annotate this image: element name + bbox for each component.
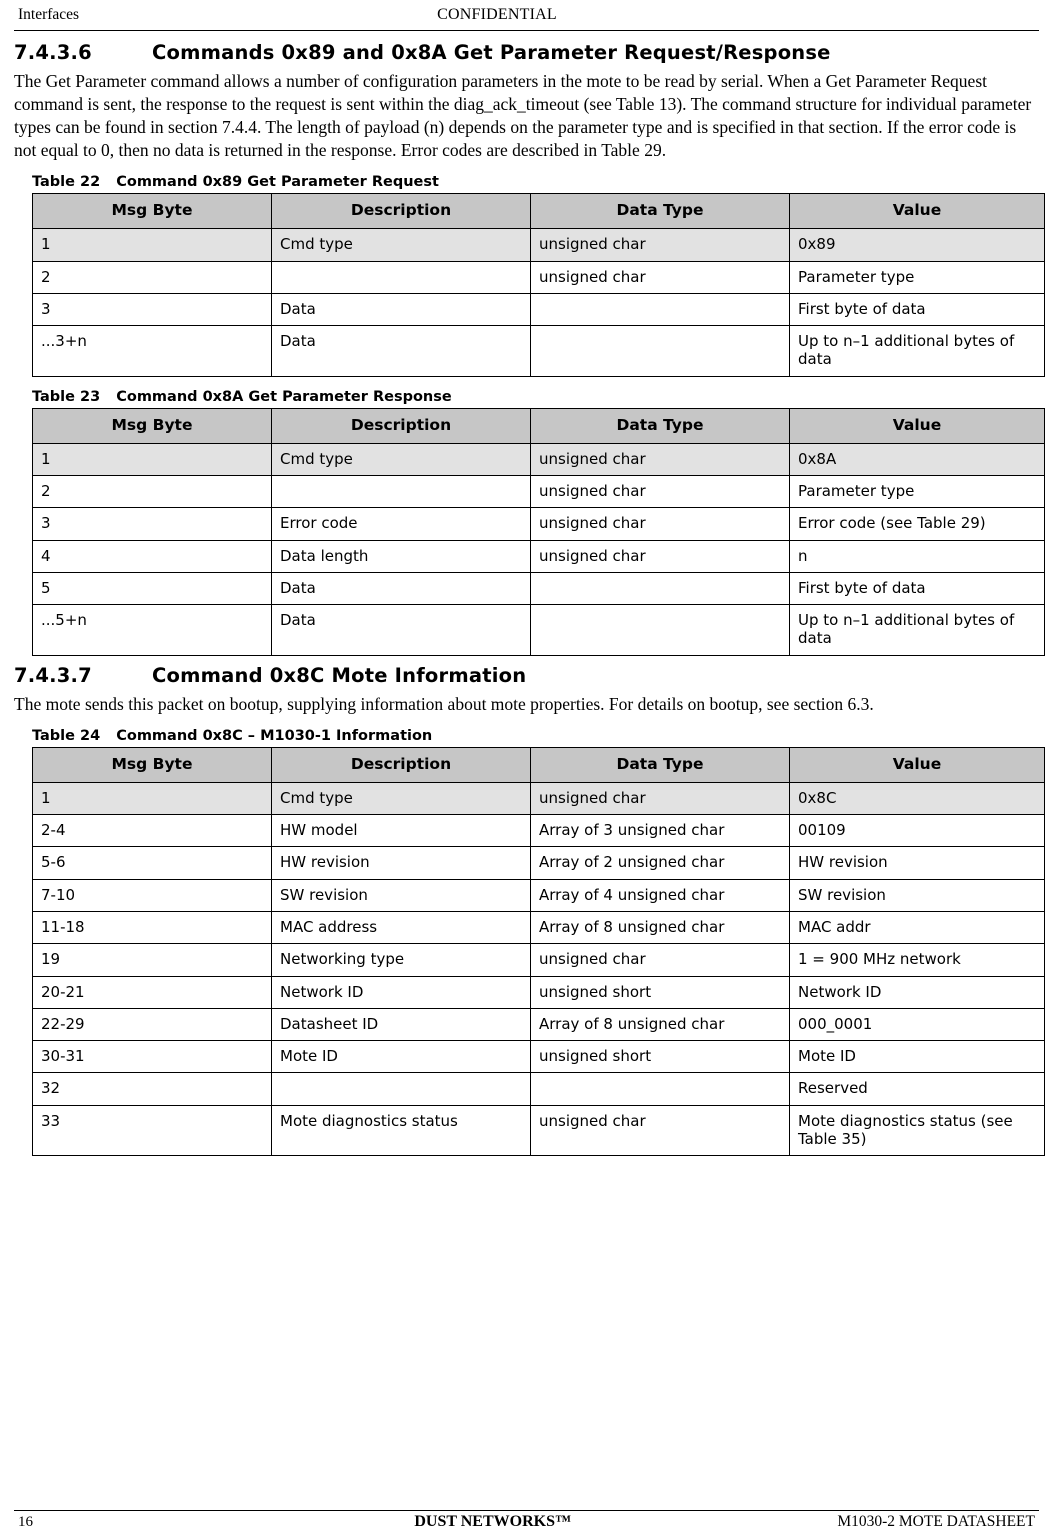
- table-row: [33, 815, 1045, 847]
- cell-value: 1 = 900 MHz network: [790, 944, 1045, 976]
- column-header-msg-byte: Msg Byte: [33, 747, 272, 782]
- cell-description: Datasheet ID: [272, 1008, 531, 1040]
- cell-value: HW revision: [790, 847, 1045, 879]
- table-row: [33, 782, 1045, 814]
- cell-data-type: unsigned char: [531, 540, 790, 572]
- column-header-description: Description: [272, 194, 531, 229]
- table-row: [33, 293, 1045, 325]
- table-row: [33, 976, 1045, 1008]
- cell-data-type: [531, 326, 790, 377]
- page-number: 16: [18, 1514, 33, 1530]
- cell-value: 0x8C: [790, 782, 1045, 814]
- cell-msg-byte: 2: [33, 475, 272, 507]
- table-row: [33, 847, 1045, 879]
- cell-data-type: unsigned char: [531, 782, 790, 814]
- column-header-data-type: Data Type: [531, 408, 790, 443]
- cell-data-type: Array of 8 unsigned char: [531, 1008, 790, 1040]
- cell-description: HW model: [272, 815, 531, 847]
- cell-value: First byte of data: [790, 572, 1045, 604]
- table-header-row: [33, 747, 1045, 782]
- cell-data-type: unsigned char: [531, 261, 790, 293]
- footer-document-title: M1030-2 MOTE DATASHEET: [837, 1513, 1035, 1530]
- cell-msg-byte: 33: [33, 1105, 272, 1156]
- cell-msg-byte: 3: [33, 508, 272, 540]
- table-row: [33, 1073, 1045, 1105]
- table-24: [32, 747, 1045, 1156]
- table-caption-number: Table 22: [32, 174, 101, 191]
- cell-description: Mote diagnostics status: [272, 1105, 531, 1156]
- cell-value: Up to n–1 additional bytes of data: [790, 326, 1045, 377]
- cell-msg-byte: 4: [33, 540, 272, 572]
- column-header-value: Value: [790, 408, 1045, 443]
- cell-value: 0x89: [790, 229, 1045, 261]
- table-caption-number: Table 24: [32, 727, 101, 744]
- cell-msg-byte: 22-29: [33, 1008, 272, 1040]
- column-header-msg-byte: Msg Byte: [33, 194, 272, 229]
- table-23: [32, 408, 1045, 656]
- running-head: [14, 6, 1039, 28]
- cell-description: Data: [272, 326, 531, 377]
- cell-data-type: [531, 572, 790, 604]
- cell-data-type: Array of 8 unsigned char: [531, 911, 790, 943]
- cell-msg-byte: 30-31: [33, 1041, 272, 1073]
- cell-msg-byte: 1: [33, 782, 272, 814]
- cell-value: SW revision: [790, 879, 1045, 911]
- section-body-7-4-3-7: The mote sends this packet on bootup, supplying information about mote properties. For details on bootup, see section 6.3.: [14, 693, 874, 714]
- cell-msg-byte: 19: [33, 944, 272, 976]
- section-number: 7.4.3.6: [14, 41, 92, 64]
- cell-data-type: unsigned char: [531, 1105, 790, 1156]
- cell-msg-byte: 11-18: [33, 911, 272, 943]
- section-heading-7-4-3-6: [14, 41, 1039, 64]
- table-caption-text: Command 0x89 Get Parameter Request: [116, 174, 439, 191]
- cell-value: Reserved: [790, 1073, 1045, 1105]
- cell-description: Network ID: [272, 976, 531, 1008]
- cell-msg-byte: 3: [33, 293, 272, 325]
- table-row: [33, 1041, 1045, 1073]
- cell-description: Data: [272, 293, 531, 325]
- cell-msg-byte: 1: [33, 229, 272, 261]
- cell-description: Cmd type: [272, 443, 531, 475]
- table-row: [33, 326, 1045, 377]
- cell-data-type: unsigned short: [531, 976, 790, 1008]
- cell-description: Cmd type: [272, 229, 531, 261]
- table-caption-24: [32, 728, 1039, 744]
- column-header-value: Value: [790, 194, 1045, 229]
- cell-value: n: [790, 540, 1045, 572]
- cell-data-type: unsigned char: [531, 944, 790, 976]
- cell-description: HW revision: [272, 847, 531, 879]
- cell-data-type: Array of 4 unsigned char: [531, 879, 790, 911]
- table-caption-text: Command 0x8A Get Parameter Response: [116, 388, 452, 405]
- cell-data-type: unsigned char: [531, 229, 790, 261]
- table-row: [33, 508, 1045, 540]
- column-header-data-type: Data Type: [531, 194, 790, 229]
- cell-data-type: unsigned char: [531, 508, 790, 540]
- table-row: [33, 572, 1045, 604]
- cell-value: Parameter type: [790, 475, 1045, 507]
- section-number: 7.4.3.7: [14, 663, 92, 687]
- cell-value: 0x8A: [790, 443, 1045, 475]
- cell-msg-byte: 2-4: [33, 815, 272, 847]
- cell-msg-byte: 5-6: [33, 847, 272, 879]
- cell-description: Cmd type: [272, 782, 531, 814]
- cell-value: Mote diagnostics status (see Table 35): [790, 1105, 1045, 1156]
- section-title: Command 0x8C Mote Information: [152, 663, 527, 687]
- table-caption-number: Table 23: [32, 388, 101, 405]
- column-header-description: Description: [272, 747, 531, 782]
- cell-description: Data length: [272, 540, 531, 572]
- table-row: [33, 540, 1045, 572]
- table-row: [33, 605, 1045, 656]
- cell-description: SW revision: [272, 879, 531, 911]
- cell-value: Network ID: [790, 976, 1045, 1008]
- cell-msg-byte: 2: [33, 261, 272, 293]
- cell-data-type: [531, 605, 790, 656]
- table-row: [33, 229, 1045, 261]
- table-caption-22: [32, 174, 1039, 190]
- table-caption-23: [32, 389, 1039, 405]
- cell-msg-byte: 5: [33, 572, 272, 604]
- cell-data-type: Array of 3 unsigned char: [531, 815, 790, 847]
- cell-value: 00109: [790, 815, 1045, 847]
- cell-value: First byte of data: [790, 293, 1045, 325]
- cell-description: [272, 261, 531, 293]
- table-row: [33, 1008, 1045, 1040]
- cell-data-type: Array of 2 unsigned char: [531, 847, 790, 879]
- table-row: [33, 443, 1045, 475]
- cell-value: Up to n–1 additional bytes of data: [790, 605, 1045, 656]
- section-heading-7-4-3-7: [14, 664, 1039, 687]
- cell-msg-byte: ...3+n: [33, 326, 272, 377]
- section-body-7-4-3-6: The Get Parameter command allows a number of configuration parameters in the mote to be read by serial. When a Get Parameter Request command is sent, the response to the request is sent within the diag_ack_timeout (see Table 13). The command structure for individual parameter types can be found in section 7.4.4. The length of payload (n) depends on the parameter type and is specified in that section. If the error code is not equal to 0, then no data is returned in the response. Error codes are described in Table 29.: [14, 71, 1032, 161]
- cell-description: Networking type: [272, 944, 531, 976]
- footer-row: [14, 1513, 1039, 1531]
- cell-description: Data: [272, 572, 531, 604]
- table-row: [33, 944, 1045, 976]
- cell-value: MAC addr: [790, 911, 1045, 943]
- cell-description: Data: [272, 605, 531, 656]
- cell-data-type: [531, 293, 790, 325]
- header-divider: [14, 30, 1039, 31]
- cell-data-type: unsigned short: [531, 1041, 790, 1073]
- cell-description: Mote ID: [272, 1041, 531, 1073]
- table-header-row: [33, 408, 1045, 443]
- table-row: [33, 911, 1045, 943]
- footer-company: DUST NETWORKS™: [414, 1513, 571, 1530]
- running-head-left: Interfaces: [18, 6, 80, 23]
- column-header-description: Description: [272, 408, 531, 443]
- cell-data-type: unsigned char: [531, 443, 790, 475]
- cell-description: Error code: [272, 508, 531, 540]
- section-title: Commands 0x89 and 0x8A Get Parameter Request/Response: [152, 41, 831, 64]
- cell-msg-byte: ...5+n: [33, 605, 272, 656]
- table-row: [33, 475, 1045, 507]
- cell-data-type: unsigned char: [531, 475, 790, 507]
- cell-description: [272, 475, 531, 507]
- table-caption-text: Command 0x8C – M1030-1 Information: [116, 727, 433, 744]
- cell-msg-byte: 32: [33, 1073, 272, 1105]
- cell-msg-byte: 7-10: [33, 879, 272, 911]
- page-footer: [14, 1510, 1039, 1531]
- table-22: [32, 193, 1045, 376]
- column-header-value: Value: [790, 747, 1045, 782]
- cell-msg-byte: 20-21: [33, 976, 272, 1008]
- cell-value: Parameter type: [790, 261, 1045, 293]
- cell-value: 000_0001: [790, 1008, 1045, 1040]
- table-row: [33, 879, 1045, 911]
- running-head-center: CONFIDENTIAL: [437, 6, 557, 23]
- column-header-msg-byte: Msg Byte: [33, 408, 272, 443]
- cell-value: Mote ID: [790, 1041, 1045, 1073]
- cell-value: Error code (see Table 29): [790, 508, 1045, 540]
- table-header-row: [33, 194, 1045, 229]
- table-row: [33, 261, 1045, 293]
- cell-data-type: [531, 1073, 790, 1105]
- column-header-data-type: Data Type: [531, 747, 790, 782]
- cell-msg-byte: 1: [33, 443, 272, 475]
- table-row: [33, 1105, 1045, 1156]
- cell-description: MAC address: [272, 911, 531, 943]
- footer-divider: [14, 1510, 1039, 1511]
- cell-description: [272, 1073, 531, 1105]
